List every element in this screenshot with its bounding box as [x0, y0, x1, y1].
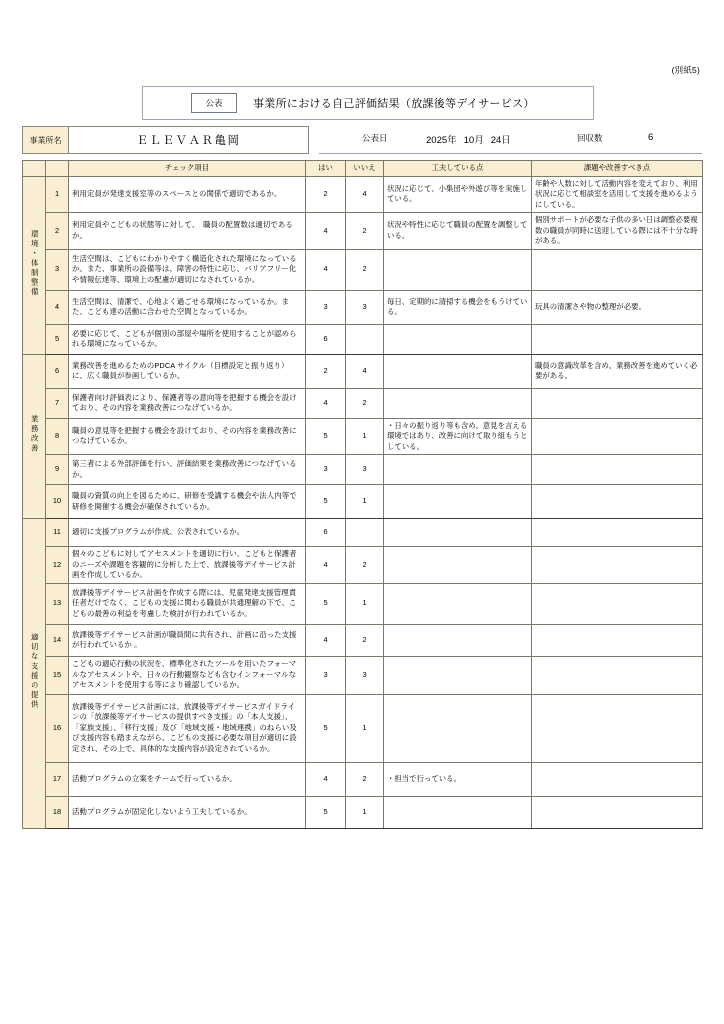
row-number-cell: 1 — [46, 176, 69, 213]
no-count-cell: 3 — [346, 455, 384, 485]
check-item-cell: こどもの適応行動の状況を、標準化されたツールを用いたフォーマルなアセスメントや、日々の行動観察なども含むインフォーマルなアセスメントを使用する等により確認しているか。 — [69, 656, 306, 694]
check-item-cell: 放課後等デイサービス計画を作成する際には、児童発達支援管理責任者だけでなく、こどもの支援に関わる職員が共通理解の下で、こどもの最善の利益を考慮した検討が行われているか。 — [69, 583, 306, 624]
row-number-cell: 13 — [46, 583, 69, 624]
no-count-cell: 2 — [346, 762, 384, 796]
check-item-cell: 保護者向け評価表により、保護者等の意向等を把握する機会を設けており、その内容を業務改善につなげているか。 — [69, 388, 306, 418]
good-points-cell — [384, 455, 532, 485]
check-item-cell: 活動プログラムが固定化しないよう工夫しているか。 — [69, 796, 306, 828]
table-header — [23, 161, 703, 177]
issues-cell — [532, 388, 703, 418]
no-count-cell: 3 — [346, 290, 384, 324]
row-number-cell: 12 — [46, 547, 69, 584]
row-number-cell: 18 — [46, 796, 69, 828]
check-item-cell: 必要に応じて、こどもが個別の部屋や場所を使用することが認められる環境になっているか。 — [69, 324, 306, 354]
issues-cell: 個別サポートが必要な子供の多い日は調整必要複数の職員が同時に送迎している際には不十分な時がある。 — [532, 213, 703, 250]
header-check-item: チェック項目 — [69, 161, 306, 177]
table-row — [23, 213, 703, 250]
yes-count-cell: 5 — [306, 485, 346, 519]
good-points-cell — [384, 249, 532, 290]
good-points-cell — [384, 519, 532, 547]
row-number-cell: 3 — [46, 249, 69, 290]
yes-count-cell: 4 — [306, 213, 346, 250]
check-item-cell: 職員の資質の向上を図るために、研修を受講する機会や法人内等で研修を開催する機会が確保されているか。 — [69, 485, 306, 519]
office-info-row — [22, 126, 702, 154]
check-item-cell: 業務改善を進めるためのPDCA サイクル（目標設定と振り返り）に、広く職員が参画しているか。 — [69, 354, 306, 388]
table-row — [23, 656, 703, 694]
row-number-cell: 10 — [46, 485, 69, 519]
issues-cell — [532, 762, 703, 796]
check-item-cell: 第三者による外部評価を行い、評価結果を業務改善につなげているか。 — [69, 455, 306, 485]
publication-tag: 公表 — [191, 93, 237, 113]
no-count-cell: 2 — [346, 547, 384, 584]
table-row — [23, 762, 703, 796]
self-evaluation-table — [22, 160, 703, 829]
table-row — [23, 583, 703, 624]
check-item-cell: 放課後等デイサービス計画には、放課後等デイサービスガイドラインの「放課後等デイサービスの提供すべき支援」の「本人支援」、「家族支援」、「移行支援」及び「地域支援・地域連携」のねらい及び支援内容も踏まえながら、こどもの支援に必要な項目が適切に設定され、その上で、具体的な支援内容が設定されているか。 — [69, 694, 306, 762]
good-points-cell — [384, 656, 532, 694]
good-points-cell — [384, 388, 532, 418]
table-row — [23, 519, 703, 547]
issues-cell — [532, 624, 703, 656]
header-number — [46, 161, 69, 177]
issues-cell — [532, 455, 703, 485]
issues-cell — [532, 656, 703, 694]
collection-count-label: 回収数 — [577, 133, 603, 143]
category-cell — [23, 176, 46, 354]
header-no: いいえ — [346, 161, 384, 177]
issues-cell: 玩具の清潔さや物の整理が必要。 — [532, 290, 703, 324]
row-number-cell: 5 — [46, 324, 69, 354]
category-cell — [23, 354, 46, 519]
yes-count-cell: 5 — [306, 418, 346, 455]
good-points-cell: 状況に応じて、小集団や外遊び等を実施している。 — [384, 176, 532, 213]
row-number-cell: 9 — [46, 455, 69, 485]
check-item-cell: 放課後等デイサービス計画が職員間に共有され、計画に沿った支援が行われているか 。 — [69, 624, 306, 656]
header-category — [23, 161, 46, 177]
table-row — [23, 694, 703, 762]
no-count-cell: 2 — [346, 213, 384, 250]
yes-count-cell: 4 — [306, 762, 346, 796]
table-row — [23, 418, 703, 455]
publish-year: 2025年 — [426, 135, 457, 146]
good-points-cell — [384, 485, 532, 519]
table-row — [23, 455, 703, 485]
table-row — [23, 388, 703, 418]
yes-count-cell: 4 — [306, 249, 346, 290]
no-count-cell: 2 — [346, 249, 384, 290]
table-row — [23, 354, 703, 388]
publish-date-value — [426, 132, 518, 146]
good-points-cell — [384, 694, 532, 762]
good-points-cell — [384, 583, 532, 624]
yes-count-cell: 3 — [306, 455, 346, 485]
issues-cell — [532, 519, 703, 547]
header-good-points: 工夫している点 — [384, 161, 532, 177]
issues-cell: 年齢や人数に対して活動内容を変えており、利用状況に応じて相談室を活用して支援を進めるようにしている。 — [532, 176, 703, 213]
yes-count-cell: 5 — [306, 583, 346, 624]
good-points-cell: ・担当で行っている。 — [384, 762, 532, 796]
table-row — [23, 547, 703, 584]
yes-count-cell: 6 — [306, 324, 346, 354]
office-name-label: 事業所名 — [22, 126, 69, 154]
no-count-cell: 4 — [346, 176, 384, 213]
yes-count-cell: 4 — [306, 624, 346, 656]
header-yes: はい — [306, 161, 346, 177]
no-count-cell: 1 — [346, 418, 384, 455]
row-number-cell: 6 — [46, 354, 69, 388]
good-points-cell: 毎日、定期的に清掃する機会をもうけている。 — [384, 290, 532, 324]
check-item-cell: 活動プログラムの立案をチームで行っているか。 — [69, 762, 306, 796]
yes-count-cell: 3 — [306, 656, 346, 694]
issues-cell — [532, 796, 703, 828]
publish-day: 24日 — [490, 135, 511, 146]
table-row — [23, 290, 703, 324]
table-row — [23, 485, 703, 519]
yes-count-cell: 4 — [306, 547, 346, 584]
issues-cell — [532, 485, 703, 519]
row-number-cell: 11 — [46, 519, 69, 547]
no-count-cell: 2 — [346, 388, 384, 418]
good-points-cell — [384, 796, 532, 828]
no-count-cell: 1 — [346, 583, 384, 624]
row-number-cell: 16 — [46, 694, 69, 762]
no-count-cell: 2 — [346, 624, 384, 656]
no-count-cell — [346, 519, 384, 547]
table-body — [23, 176, 703, 828]
issues-cell — [532, 418, 703, 455]
row-number-cell: 8 — [46, 418, 69, 455]
issues-cell — [532, 547, 703, 584]
issues-cell — [532, 249, 703, 290]
issues-cell — [532, 694, 703, 762]
check-item-cell: 生活空間は、こどもにわかりやすく構造化された環境になっているか。また、事業所の設備等は、障害の特性に応じ、バリアフリー化や情報伝達等、環境上の配慮が適切になされているか。 — [69, 249, 306, 290]
check-item-cell: 利用定員が発達支援室等のスペースとの関係で適切であるか。 — [69, 176, 306, 213]
title-box — [142, 86, 594, 120]
good-points-cell — [384, 354, 532, 388]
form-number: (別紙5) — [671, 65, 700, 75]
check-item-cell: 利用定員やこどもの状態等に対して、 職員の配置数は適切であるか。 — [69, 213, 306, 250]
page-title: 事業所における自己評価結果（放課後等デイサービス） — [253, 98, 535, 110]
row-number-cell: 2 — [46, 213, 69, 250]
good-points-cell — [384, 547, 532, 584]
office-name-value: ＥＬＥＶＡＲ亀岡 — [69, 126, 309, 154]
table-row — [23, 796, 703, 828]
category-label: 適切な支援の提供 — [30, 633, 40, 711]
yes-count-cell: 4 — [306, 388, 346, 418]
good-points-cell: 状況や特性に応じて職員の配置を調整している。 — [384, 213, 532, 250]
table-row — [23, 176, 703, 213]
check-item-cell: 生活空間は、清潔で、心地よく過ごせる環境になっているか。また、こども達の活動に合わせた空間となっているか。 — [69, 290, 306, 324]
row-number-cell: 14 — [46, 624, 69, 656]
table-row — [23, 624, 703, 656]
row-number-cell: 7 — [46, 388, 69, 418]
table-header-row — [23, 161, 703, 177]
yes-count-cell: 5 — [306, 796, 346, 828]
no-count-cell: 1 — [346, 796, 384, 828]
collection-count-value: 6 — [648, 132, 654, 143]
issues-cell — [532, 324, 703, 354]
publish-month: 10月 — [463, 135, 484, 146]
header-issues: 課題や改善すべき点 — [532, 161, 703, 177]
no-count-cell — [346, 324, 384, 354]
category-label: 業務改善 — [30, 415, 40, 454]
no-count-cell: 4 — [346, 354, 384, 388]
yes-count-cell: 6 — [306, 519, 346, 547]
publish-date-label: 公表日 — [362, 133, 388, 143]
good-points-cell — [384, 624, 532, 656]
yes-count-cell: 3 — [306, 290, 346, 324]
good-points-cell — [384, 324, 532, 354]
check-item-cell: 個々のこどもに対してアセスメントを適切に行い、こどもと保護者のニーズや課題を客観的に分析した上で、放課後等デイサービス計画を作成しているか。 — [69, 547, 306, 584]
office-row-underline — [319, 153, 702, 154]
table-row — [23, 249, 703, 290]
yes-count-cell: 5 — [306, 694, 346, 762]
category-label: 環境・体制整備 — [30, 229, 40, 297]
no-count-cell: 1 — [346, 694, 384, 762]
yes-count-cell: 2 — [306, 354, 346, 388]
check-item-cell: 職員の意見等を把握する機会を設けており、その内容を業務改善につなげているか。 — [69, 418, 306, 455]
issues-cell — [532, 583, 703, 624]
table-row — [23, 324, 703, 354]
row-number-cell: 15 — [46, 656, 69, 694]
yes-count-cell: 2 — [306, 176, 346, 213]
category-cell — [23, 519, 46, 829]
no-count-cell: 1 — [346, 485, 384, 519]
good-points-cell: ・日々の振り返り等も含め、意見を言える環境ではあり、改善に向けて取り組もうとしている。 — [384, 418, 532, 455]
row-number-cell: 17 — [46, 762, 69, 796]
issues-cell: 職員の意識改革を含め、業務改善を進めていく必要がある。 — [532, 354, 703, 388]
row-number-cell: 4 — [46, 290, 69, 324]
check-item-cell: 適切に支援プログラムが作成、公表されているか。 — [69, 519, 306, 547]
no-count-cell: 3 — [346, 656, 384, 694]
